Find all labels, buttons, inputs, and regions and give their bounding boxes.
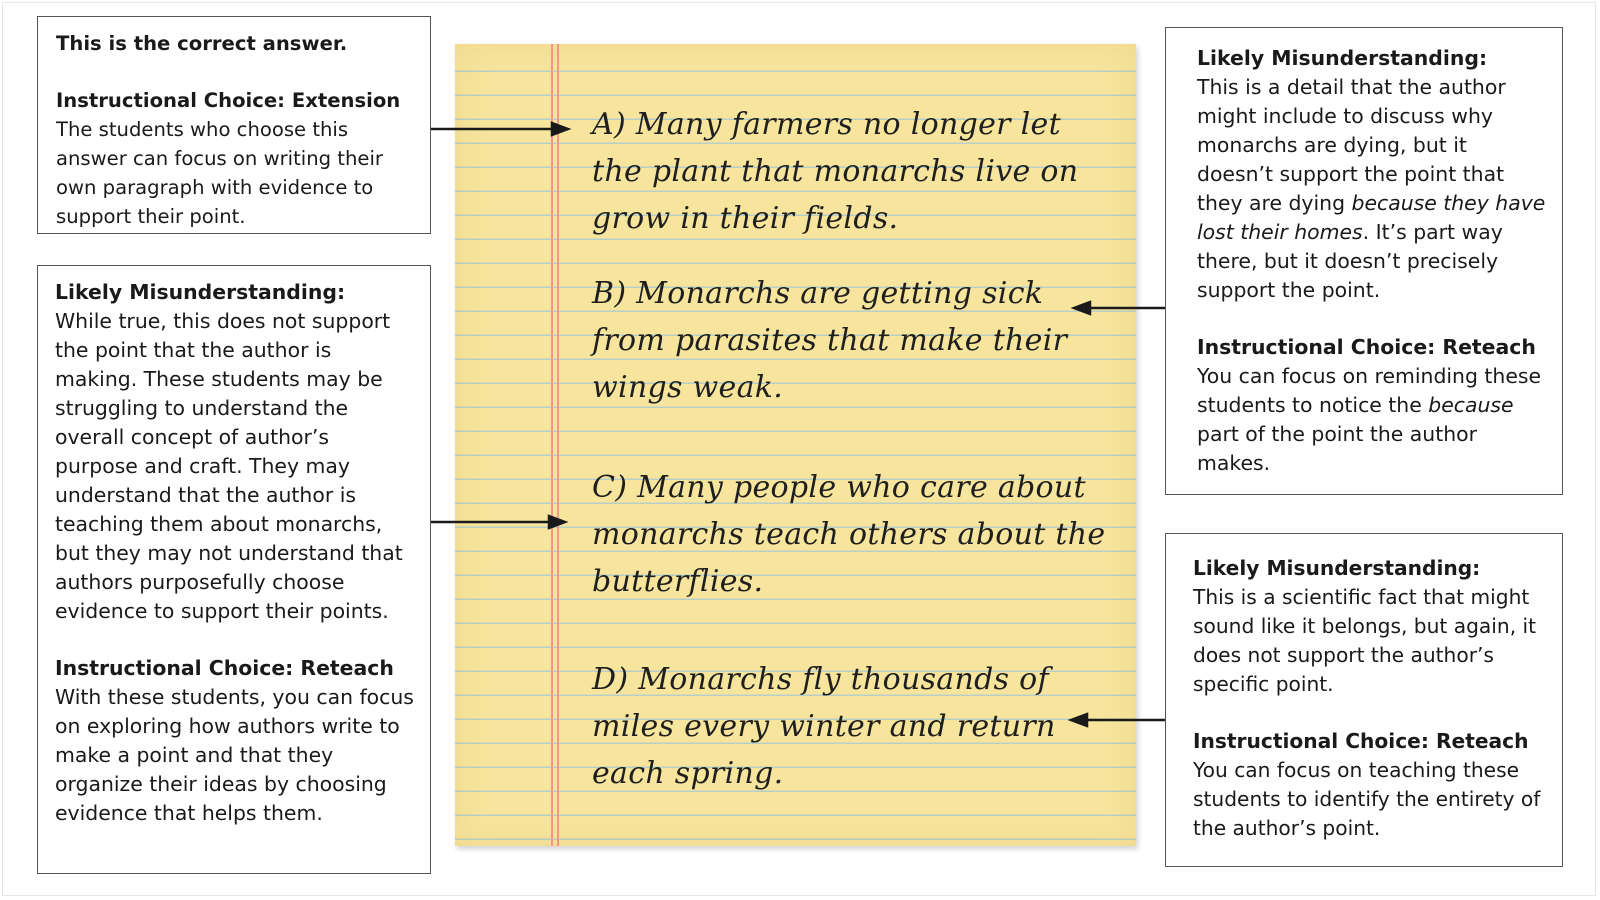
answer-line: grow in their fields. — [592, 201, 899, 236]
answer-choice-d — [592, 656, 1056, 797]
margin-line — [551, 44, 553, 846]
instructional-choice-text: You can focus on reminding these students to notice the — [1197, 364, 1542, 417]
callout-answer-b — [1165, 27, 1563, 495]
instructional-choice-emphasis: because — [1428, 393, 1514, 417]
instructional-choice-heading: Instructional Choice: Extension — [56, 89, 401, 112]
misunderstanding-heading: Likely Misunderstanding: — [1197, 46, 1488, 70]
misunderstanding-text: This is a scientific fact that might sound like it belongs, but again, it does not support the author’s specific point. — [1193, 585, 1537, 696]
answer-choice-b — [592, 270, 1067, 411]
answer-line: from parasites that make their — [592, 323, 1068, 358]
answer-line: each spring. — [592, 756, 784, 791]
callout-answer-a — [37, 16, 431, 234]
answer-line: D) Monarchs fly thousands of — [592, 662, 1049, 697]
correct-answer-note: This is the correct answer. — [56, 32, 348, 55]
answer-line: wings weak. — [592, 370, 784, 405]
misunderstanding-heading: Likely Misunderstanding: — [1193, 556, 1481, 580]
answer-line: monarchs teach others about the — [592, 517, 1106, 552]
answer-choice-a — [592, 101, 1078, 242]
instructional-choice-text: The students who choose this answer can focus on writing their own paragraph with evidence to support their point. — [56, 118, 383, 228]
answer-line: miles every winter and return — [592, 709, 1056, 744]
instructional-choice-heading: Instructional Choice: Reteach — [1193, 729, 1529, 753]
instructional-choice-heading: Instructional Choice: Reteach — [55, 656, 394, 680]
instructional-choice-text-end: part of the point the author makes. — [1197, 422, 1478, 475]
misunderstanding-text: This is a detail that the author might include to discuss why monarchs are dying, but it doesn’t support the point that they are dying — [1197, 75, 1506, 215]
answer-choice-c — [592, 464, 1105, 605]
callout-answer-d — [1165, 533, 1563, 867]
answer-line: B) Monarchs are getting sick — [592, 276, 1044, 311]
instructional-choice-heading: Instructional Choice: Reteach — [1197, 335, 1536, 359]
misunderstanding-text-end: . It’s part way there, but it doesn’t precisely support the point. — [1197, 220, 1503, 302]
answer-line: butterflies. — [592, 564, 764, 599]
misunderstanding-text-emphasis: because they have lost their homes — [1197, 191, 1546, 244]
callout-answer-c — [37, 265, 431, 874]
answer-line: C) Many people who care about — [592, 470, 1086, 505]
instructional-choice-text: With these students, you can focus on exploring how authors write to make a point and that they organize their ideas by choosing evidence that helps them. — [55, 685, 414, 825]
misunderstanding-heading: Likely Misunderstanding: — [55, 280, 346, 304]
misunderstanding-text: While true, this does not support the point that the author is making. These students may be struggling to understand the overall concept of author’s purpose and craft. They may understand that the author is teaching them about monarchs, but they may not understand that authors purposefully choose evidence to support their points. — [55, 309, 403, 623]
answer-line: A) Many farmers no longer let — [592, 107, 1061, 142]
answer-line: the plant that monarchs live on — [592, 154, 1079, 189]
margin-line — [557, 44, 559, 846]
instructional-choice-text: You can focus on teaching these students to identify the entirety of the author’s point. — [1193, 758, 1541, 840]
